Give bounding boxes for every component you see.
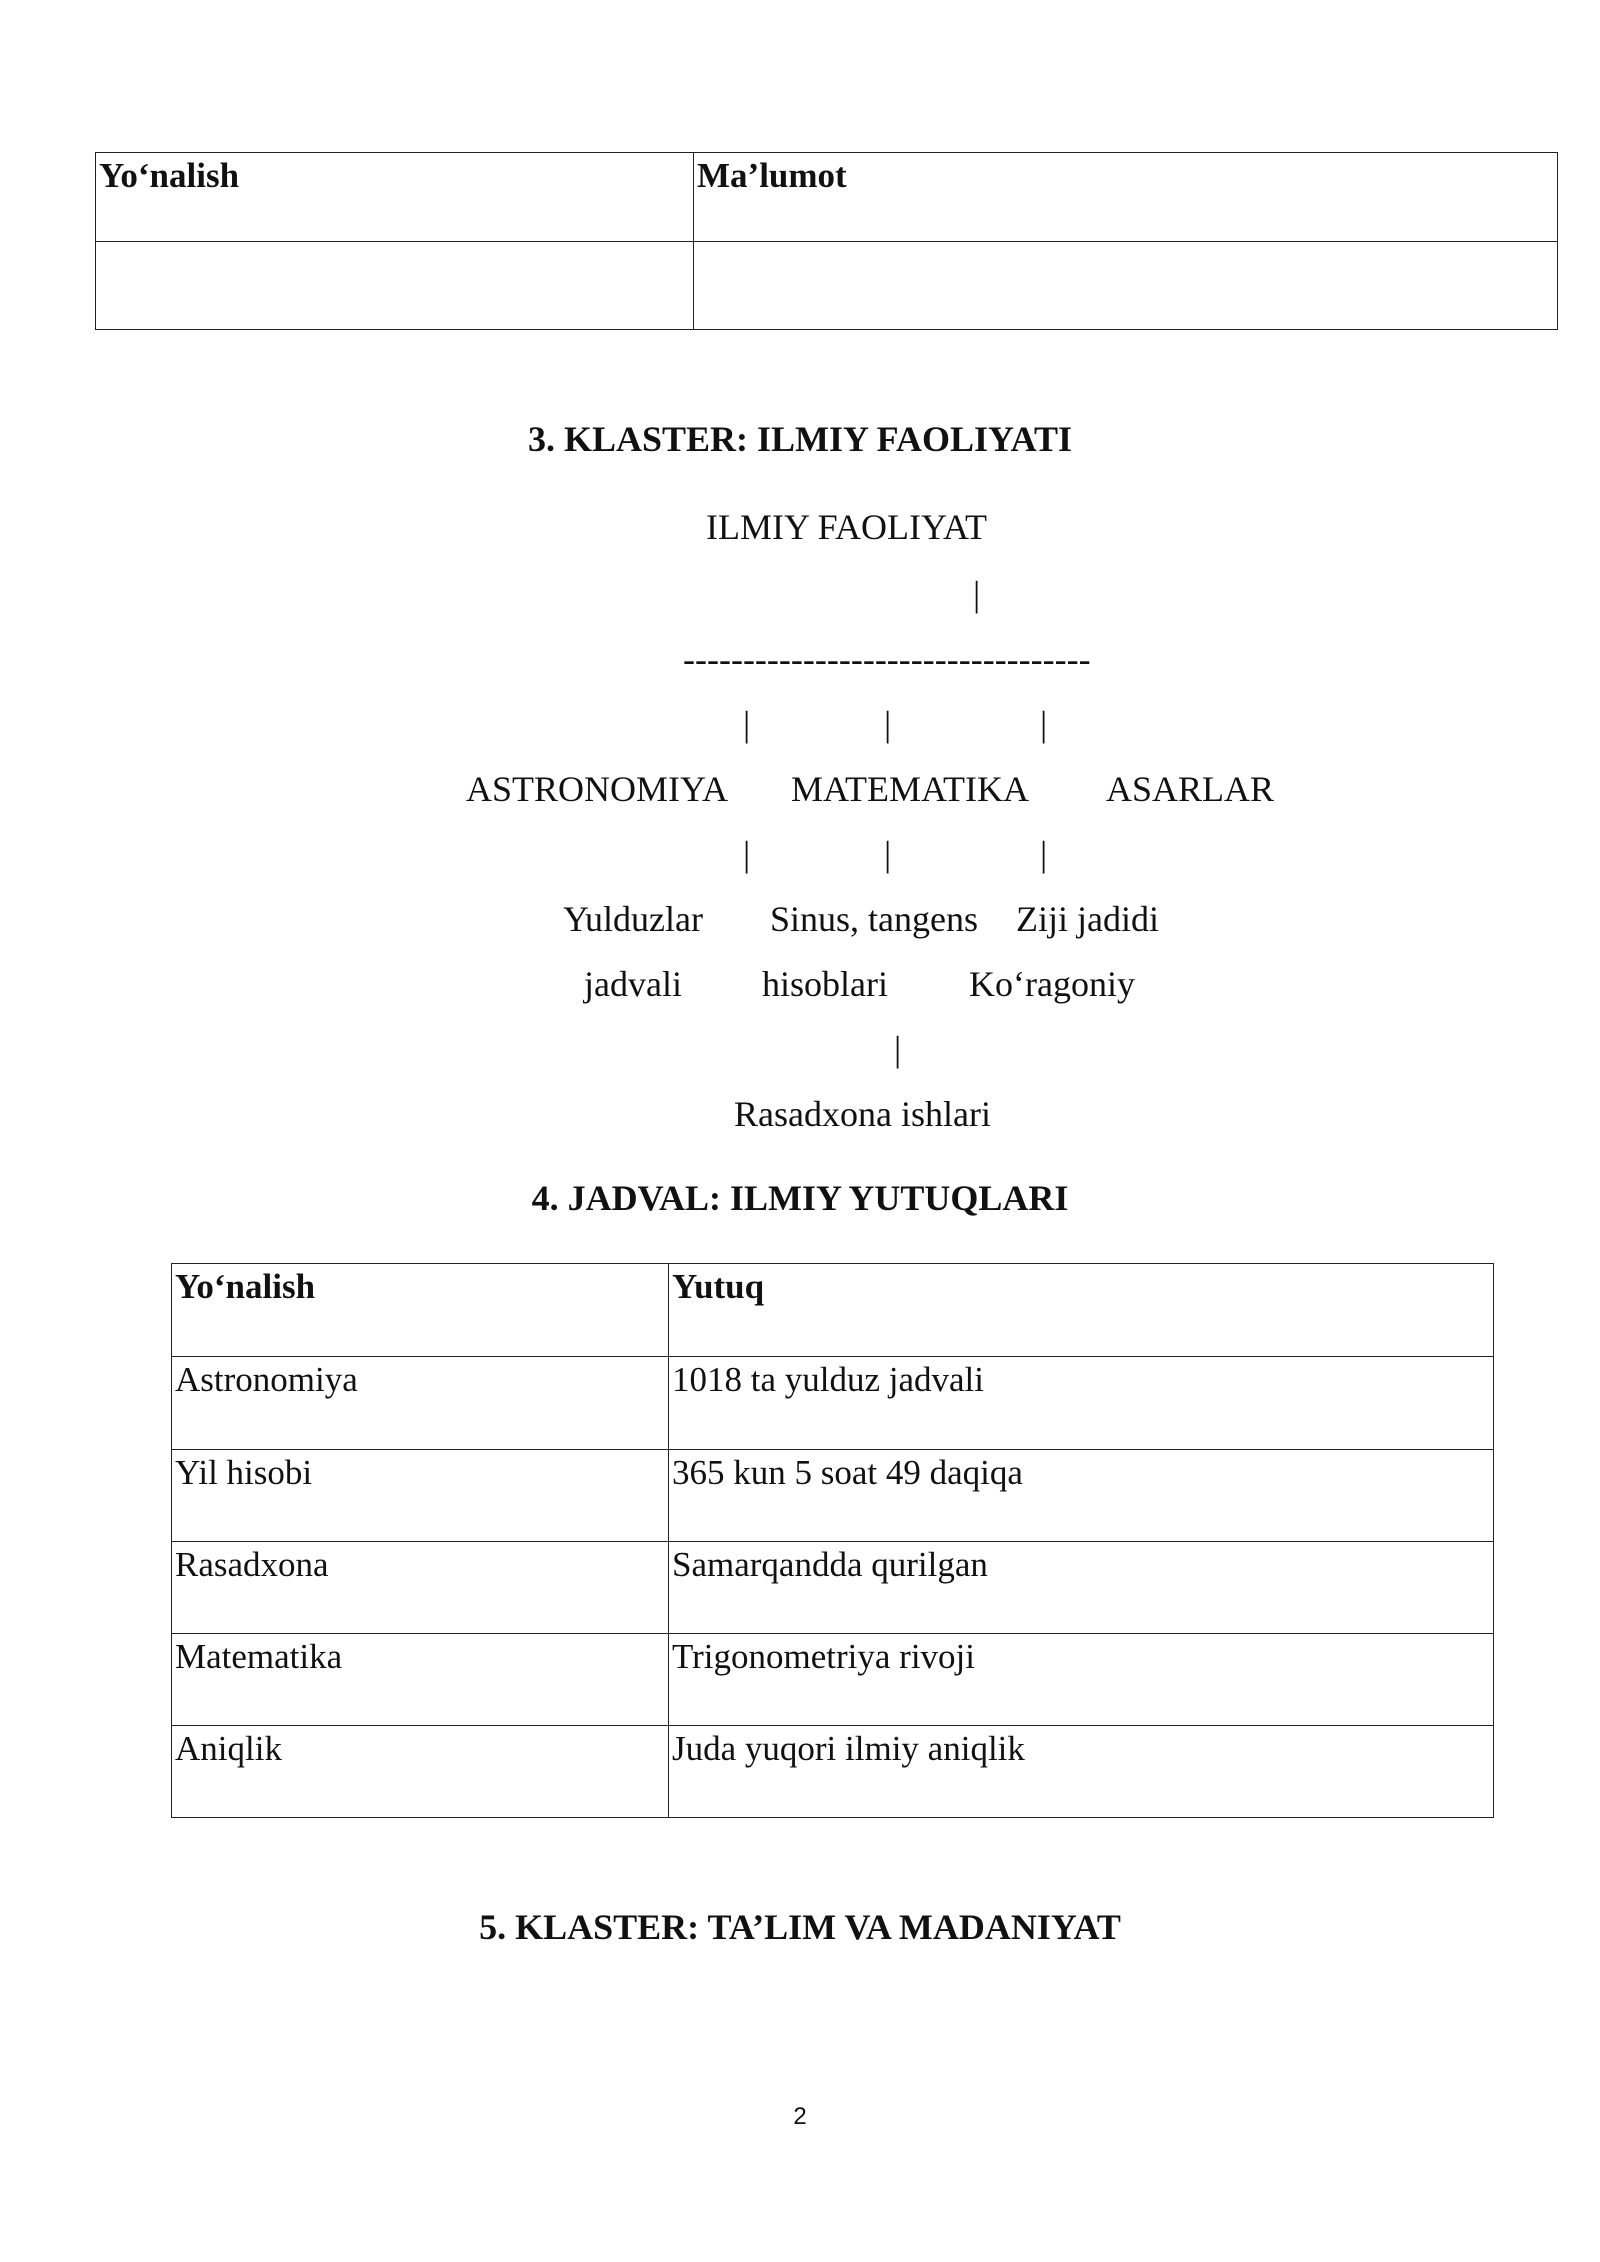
cluster-root: ILMIY FAOLIYAT (706, 507, 987, 547)
leaf-text: jadvali (584, 964, 682, 1004)
connector-pipe: | (1040, 704, 1048, 744)
table-cell: Juda yuqori ilmiy aniqlik (669, 1726, 1494, 1818)
table-row (96, 242, 1558, 330)
branch-asarlar: ASARLAR (1106, 769, 1275, 809)
table-cell: Aniqlik (172, 1726, 669, 1818)
table-row (172, 1357, 1494, 1450)
table-header-cell: Yo‘nalish (96, 153, 694, 242)
connector-dashes: ---------------------------------- (683, 639, 1091, 679)
connector-pipe: | (884, 704, 892, 744)
table-header-row (96, 153, 1558, 242)
branch-matematika: MATEMATIKA (791, 769, 1029, 809)
connector-pipe: | (743, 704, 751, 744)
table-cell: Samarqandda qurilgan (669, 1542, 1494, 1634)
section-5-title: 5. KLASTER: TA’LIM VA MADANIYAT (479, 1907, 1121, 1947)
connector-pipe: | (1040, 834, 1048, 874)
table-header-cell: Yutuq (669, 1264, 1494, 1357)
info-table (95, 152, 1558, 330)
table-row (172, 1450, 1494, 1542)
table-cell: Astronomiya (172, 1357, 669, 1450)
leaf-text: Yulduzlar (563, 899, 703, 939)
table-cell: 1018 ta yulduz jadvali (669, 1357, 1494, 1450)
table-cell: Trigonometriya rivoji (669, 1634, 1494, 1726)
connector-pipe: | (884, 834, 892, 874)
table-row (172, 1726, 1494, 1818)
table-header-cell: Yo‘nalish (172, 1264, 669, 1357)
section-3-title: 3. KLASTER: ILMIY FAOLIYATI (527, 419, 1073, 459)
table-row (172, 1634, 1494, 1726)
leaf-text: hisoblari (762, 964, 888, 1004)
cluster-bottom: Rasadxona ishlari (734, 1094, 991, 1134)
table-cell: 365 kun 5 soat 49 daqiqa (669, 1450, 1494, 1542)
table-cell: Rasadxona (172, 1542, 669, 1634)
page-number: 2 (793, 2103, 807, 2130)
leaf-text: Ziji jadidi (1016, 899, 1159, 939)
table-header-cell: Ma’lumot (694, 153, 1558, 242)
connector-pipe: | (743, 834, 751, 874)
achievements-table (171, 1263, 1494, 1818)
table-row (172, 1542, 1494, 1634)
connector-pipe: | (894, 1029, 902, 1069)
table-cell: Yil hisobi (172, 1450, 669, 1542)
table-cell (694, 242, 1558, 330)
table-cell: Matematika (172, 1634, 669, 1726)
leaf-text: Sinus, tangens (770, 899, 979, 939)
table-header-row (172, 1264, 1494, 1357)
leaf-text: Ko‘ragoniy (969, 964, 1135, 1004)
table-cell (96, 242, 694, 330)
connector-pipe: | (973, 574, 981, 614)
section-4-title: 4. JADVAL: ILMIY YUTUQLARI (531, 1178, 1069, 1218)
branch-astronomiya: ASTRONOMIYA (466, 769, 729, 809)
